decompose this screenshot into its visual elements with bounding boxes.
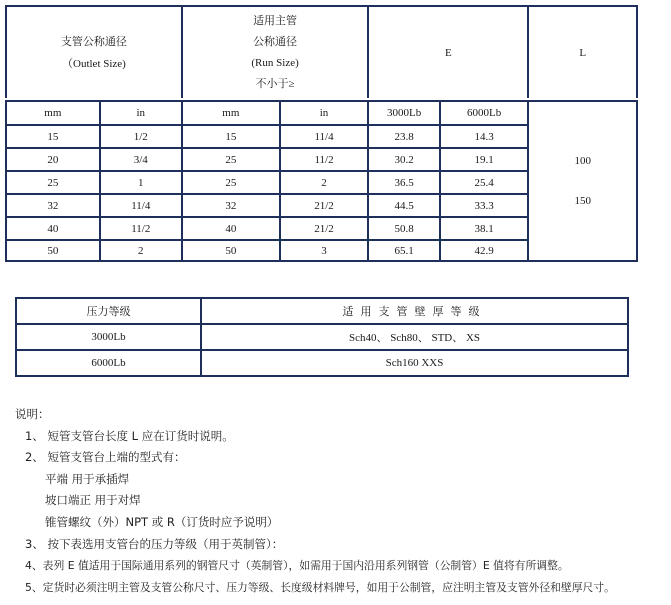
- table-cell: 42.9: [439, 239, 527, 262]
- table-cell: 19.1: [439, 147, 527, 170]
- e-header: E: [367, 5, 527, 98]
- table-cell: 6000Lb: [15, 349, 200, 377]
- run-size-header-line3: (Run Size): [251, 56, 299, 69]
- table-cell: 23.8: [367, 124, 439, 147]
- table-cell: 2: [279, 170, 367, 193]
- notes-section: [15, 404, 615, 598]
- note-item: 4、表列 E 值适用于国际通用系列的钢管尺寸（英制管），如需用于国内沿用系列钢管（公制管）E 值将有所调整。: [25, 559, 569, 573]
- table-cell: 2: [99, 239, 181, 262]
- table-cell: 50: [181, 239, 279, 262]
- note-item: 1、 短管支管台长度 L 应在订货时说明。: [25, 428, 234, 443]
- table-cell: 25.4: [439, 170, 527, 193]
- note-item: 坡口端正 用于对焊: [45, 493, 141, 508]
- run-size-header-line4: 不小于≥: [255, 77, 295, 90]
- table-cell: 21/2: [279, 216, 367, 239]
- table-cell: 38.1: [439, 216, 527, 239]
- unit-mm-run: mm: [181, 100, 279, 124]
- table-cell: 11/2: [279, 147, 367, 170]
- table-row: [15, 323, 629, 349]
- table-cell: 3: [279, 239, 367, 262]
- table-cell: Sch40、 Sch80、 STD、 XS: [200, 323, 629, 349]
- notes-title: 说明：: [15, 407, 50, 421]
- table-cell: 40: [181, 216, 279, 239]
- table-cell: 32: [5, 193, 99, 216]
- l-header: L: [527, 5, 638, 98]
- table-cell: 65.1: [367, 239, 439, 262]
- unit-mm-outlet: mm: [5, 100, 99, 124]
- run-size-header: [181, 5, 367, 98]
- table-cell: 50.8: [367, 216, 439, 239]
- table-cell: 3/4: [99, 147, 181, 170]
- outlet-size-header-en: （Outlet Size): [62, 57, 126, 70]
- note-item: 锥管螺纹（外）NPT 或 R（订货时应予说明）: [45, 514, 279, 529]
- unit-e-6000lb: 6000Lb: [439, 100, 527, 124]
- note-item: 平端 用于承插焊: [45, 471, 130, 486]
- table-cell: 3000Lb: [15, 323, 200, 349]
- table-cell: 36.5: [367, 170, 439, 193]
- note-item: 5、定货时必须注明主管及支管公称尺寸、压力等级、长度级材料牌号，如用于公制管，应注明主管及支管外径和壁厚尺寸。: [25, 580, 615, 594]
- table-row: [15, 349, 629, 377]
- wall-thickness-header: 适用支管壁厚等级: [200, 297, 629, 323]
- table-cell: Sch160 XXS: [200, 349, 629, 377]
- table-cell: 50: [5, 239, 99, 262]
- l-value-150: 150: [574, 195, 591, 207]
- table-cell: 30.2: [367, 147, 439, 170]
- pressure-class-table: [15, 297, 629, 377]
- outlet-size-header-cn: 支管公称通径: [60, 35, 127, 48]
- table-cell: 44.5: [367, 193, 439, 216]
- branch-outlet-dimension-table: [5, 5, 638, 262]
- pressure-class-header: 压力等级: [15, 297, 200, 323]
- table-cell: 1/2: [99, 124, 181, 147]
- table-cell: 1: [99, 170, 181, 193]
- table-cell: 33.3: [439, 193, 527, 216]
- run-size-header-line1: 适用主管: [253, 14, 298, 27]
- outlet-size-header: [5, 5, 181, 98]
- table-cell: 15: [181, 124, 279, 147]
- unit-in-outlet: in: [99, 100, 181, 124]
- table-cell: 25: [181, 147, 279, 170]
- table-cell: 32: [181, 193, 279, 216]
- table-cell: 11/4: [279, 124, 367, 147]
- unit-e-3000lb: 3000Lb: [367, 100, 439, 124]
- note-item: 3、 按下表选用支管台的压力等级（用于英制管）：: [25, 536, 284, 551]
- l-value-100: 100: [574, 155, 591, 167]
- table-cell: 20: [5, 147, 99, 170]
- table-cell: 25: [5, 170, 99, 193]
- table-cell: 40: [5, 216, 99, 239]
- table-cell: 14.3: [439, 124, 527, 147]
- unit-in-run: in: [279, 100, 367, 124]
- run-size-header-line2: 公称通径: [253, 35, 298, 48]
- l-values-cell: [527, 100, 638, 262]
- table-cell: 11/2: [99, 216, 181, 239]
- table-cell: 11/4: [99, 193, 181, 216]
- note-item: 2、 短管支管台上端的型式有：: [25, 450, 186, 465]
- table-cell: 21/2: [279, 193, 367, 216]
- table-cell: 15: [5, 124, 99, 147]
- table-cell: 25: [181, 170, 279, 193]
